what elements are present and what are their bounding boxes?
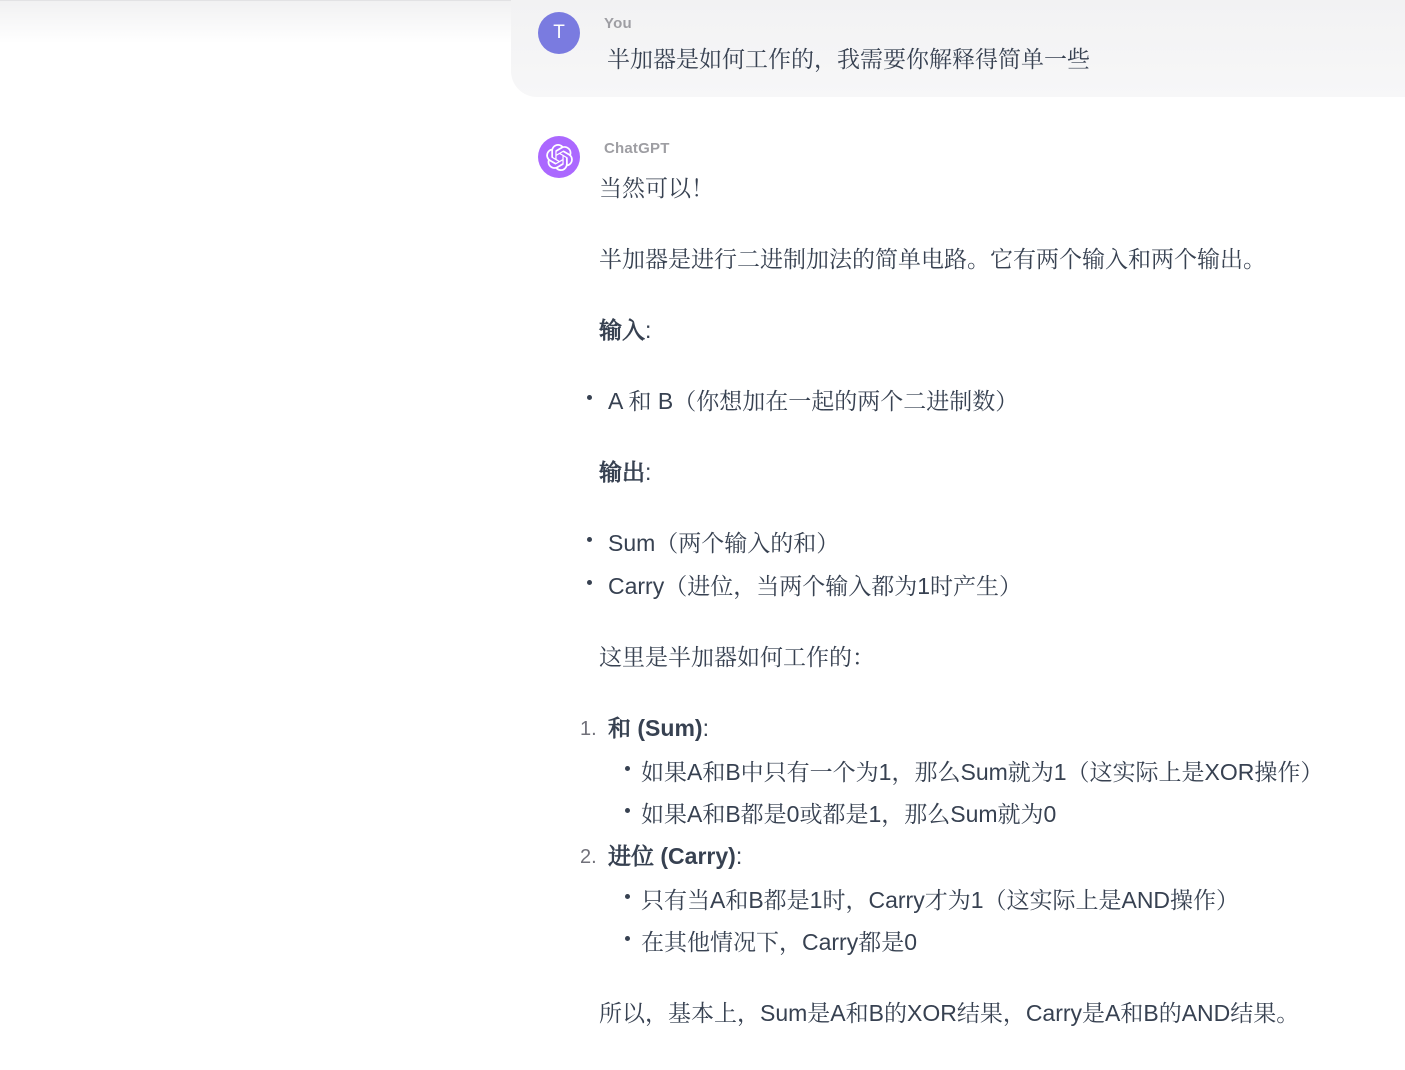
list-item: A 和 B（你想加在一起的两个二进制数） <box>599 387 1389 415</box>
assistant-avatar <box>538 136 580 178</box>
ordered-item-title: 和 (Sum): <box>608 715 709 741</box>
ordered-item-number: 2. <box>580 846 597 868</box>
inputs-list <box>599 387 1389 415</box>
assistant-conclusion: 所以，基本上，Sum是A和B的XOR结果，Carry是A和B的AND结果。 <box>599 1000 1300 1026</box>
ordered-item-title: 进位 (Carry): <box>608 843 743 869</box>
user-avatar <box>538 12 580 54</box>
user-message-text: 半加器是如何工作的，我需要你解释得简单一些 <box>607 46 1090 72</box>
list-item: 如果A和B中只有一个为1，那么Sum就为1（这实际上是XOR操作） <box>625 758 1389 786</box>
user-message <box>511 0 1405 97</box>
openai-logo-icon <box>546 144 573 171</box>
user-sender-name: You <box>604 15 632 32</box>
how-it-works-line: 这里是半加器如何工作的： <box>599 644 875 670</box>
ordered-list <box>580 714 1389 956</box>
ordered-item-sum <box>580 714 1389 828</box>
ordered-item-number: 1. <box>580 718 597 740</box>
outputs-heading: 输出: <box>599 459 652 485</box>
list-item: Carry（进位，当两个输入都为1时产生） <box>599 572 1389 600</box>
user-avatar-letter: T <box>553 22 565 43</box>
ordered-item-carry <box>580 842 1389 956</box>
list-item: Sum（两个输入的和） <box>599 529 1389 557</box>
list-item: 只有当A和B都是1时，Carry才为1（这实际上是AND操作） <box>625 886 1389 914</box>
list-item: 如果A和B都是0或都是1，那么Sum就为0 <box>625 800 1389 828</box>
carry-sublist <box>625 886 1389 956</box>
assistant-message <box>580 174 1389 1027</box>
assistant-overview: 半加器是进行二进制加法的简单电路。它有两个输入和两个输出。 <box>599 246 1266 272</box>
assistant-intro: 当然可以！ <box>599 175 714 201</box>
inputs-heading: 输入: <box>599 317 652 343</box>
left-gutter-fade <box>0 1 511 51</box>
list-item: 在其他情况下，Carry都是0 <box>625 928 1389 956</box>
assistant-sender-name: ChatGPT <box>604 140 670 157</box>
sum-sublist <box>625 758 1389 828</box>
outputs-list <box>599 529 1389 600</box>
